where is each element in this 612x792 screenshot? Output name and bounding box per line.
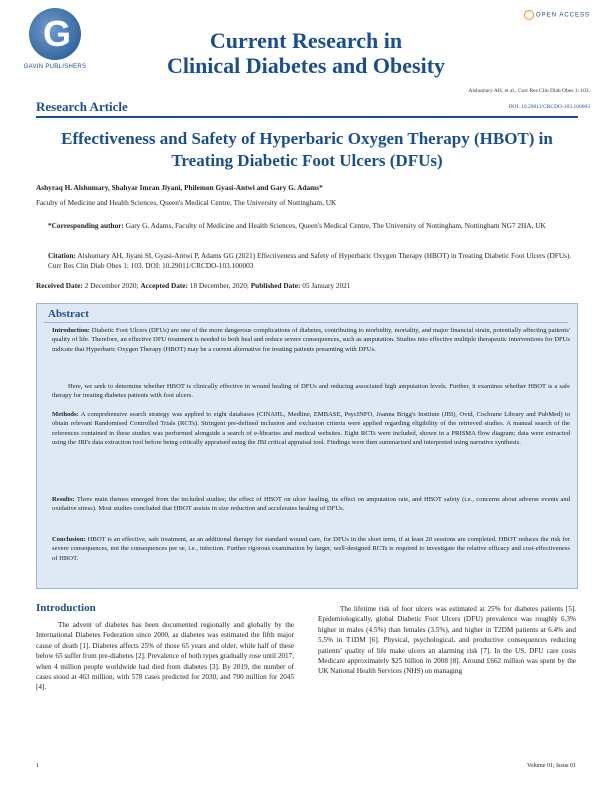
citation-label: Citation: bbox=[48, 251, 76, 260]
published-date: 05 January 2021 bbox=[300, 281, 351, 290]
volume-issue: Volume 01; Issue 01 bbox=[526, 763, 576, 769]
introduction-right-column: The lifetime risk of foot ulcers was estimated at 25% for diabetes patients [5]. Epidemiologically, global Diabetic Foot Ulcers (DFU) prevalence was roughly 6.3% higher in males (4.5%) than females (3.5%), and higher in T2DM patients at 6.4% and 5.5% in T1DM [6]. Physical, psychological, and productive consequences reducing patients' quality of life make ulcers an alarming risk [7]. In the US, DFU care costs Medicare approximately $25 billion in 2008 [8]. Around £662 million was spent by the UK National Health Services (NHS) on managing bbox=[318, 605, 576, 676]
doi-link[interactable]: DOI: 10.29011/CRCDO-103.100003 bbox=[508, 104, 590, 110]
abstract-methods bbox=[52, 410, 570, 448]
citation-block bbox=[48, 251, 578, 271]
received-date: 2 December 2020; bbox=[82, 281, 141, 290]
globe-logo-icon: G bbox=[29, 8, 81, 60]
accepted-label: Accepted Date: bbox=[140, 281, 188, 290]
abstract-conclusion-text: HBOT is an effective, safe treatment, as an additional therapy for standard wound care, for DFUs in the short term, if at least 20 sessions are completed. HBOT reduces the risk for severe consequences, not the consequences per se, i.e., infection. Further rigorous examination by larger, well-designed RCTs is required to investigate the relative efficacy and cost-effectiveness of HBOT. bbox=[52, 536, 570, 562]
article-title: Effectiveness and Safety of Hyperbaric Oxygen Therapy (HBOT) in Treating Diabetic Foot Ulcers (DFUs) bbox=[61, 129, 553, 170]
short-citation: Alshumary AH, et al., Curr Res Clin Diab Obes 1: 103. bbox=[468, 88, 590, 94]
publisher-name: GAVIN PUBLISHERS bbox=[23, 64, 87, 70]
author-list: Ashyraq H. Alshumary, Shahyar Imran Jiyani, Philemon Gyasi-Antwi and Gary G. Adams* bbox=[36, 183, 323, 192]
abstract-intro-label: Introduction: bbox=[52, 327, 90, 334]
abstract-introduction bbox=[52, 326, 570, 354]
abstract-conclusion bbox=[52, 535, 570, 563]
published-label: Published Date: bbox=[250, 281, 301, 290]
abstract-aim: Here, we seek to determine whether HBOT is clinically effective in wound healing of DFUs and reducing associated high amputation levels. Further, it examines whether HBOT is a safe therapy for treating diabetes patients with foot ulcers. bbox=[52, 383, 570, 400]
affiliation: Faculty of Medicine and Health Sciences, Queen's Medical Centre, The University of Nottingham, UK bbox=[36, 198, 337, 207]
page-number: 1 bbox=[36, 763, 39, 769]
abstract-methods-text: A comprehensive search strategy was applied to eight databases (CINAHL, Medline, EMBASE, PsycINFO, Joanna Brigg's Institute (JBI), Ovid, Cochrane Library and PubMed) to obtain relevant Randomised Controlled Trials (RCTs). Stringent pre-defined inclusion and exclusion criteria were applied regarding eligibility of the retrieved studies. A manual search of the references contained in these studies was performed alongside a search of e-libraries and medical websites. Eight RCTs were included, shown in a PRISMA flow diagram; data were extracted using the JBI's data extraction tool before being critically appraised using the JBI critical appraisal tool. Findings were then summarised and interpreted using narrative synthesis. bbox=[52, 411, 570, 447]
section-label: Research Article bbox=[36, 99, 128, 114]
received-label: Received Date: bbox=[36, 281, 83, 290]
corresponding-label: *Corresponding author: bbox=[48, 221, 124, 230]
abstract-heading: Abstract bbox=[48, 308, 89, 320]
corresponding-author bbox=[48, 221, 578, 231]
open-access-badge bbox=[522, 10, 590, 20]
citation-text: Alshumary AH, Jiyani SI, Gyasi-Antwi P, Adams GG (2021) Effectiveness and Safety of Hyperbaric Oxygen Therapy (HBOT) in Treating Diabetic Foot Ulcers (DFUs). Curr Res Clin Diab Obes 1: 103. DOI: 10.29011/CRCDO-103.100003 bbox=[48, 251, 572, 270]
open-access-label: OPEN ACCESS bbox=[535, 12, 590, 19]
abstract-divider bbox=[44, 322, 568, 323]
abstract-intro-text: Diabetic Foot Ulcers (DFUs) are one of the more dangerous complications of diabetes, contributing to morbidity, mortality, and major financial strain, potentially affecting patients' quality of life. Therefore, an effective DFU treatment is needed to both heal and reduce severe consequences, such as amputation. Studies into effective multiple therapeutic interventions for DFUs indicate that Hyperbaric Oxygen Therapy (HBOT) may be a current alternative for treating patients presenting with DFUs. bbox=[52, 327, 570, 353]
accepted-date: 18 December, 2020; bbox=[187, 281, 251, 290]
header-divider bbox=[36, 116, 578, 118]
abstract-conclusion-label: Conclusion: bbox=[52, 536, 86, 543]
journal-title-line1: Current Research in bbox=[209, 28, 403, 53]
introduction-left-column: The advent of diabetes has been documented regionally and globally by the International Diabetes Federation since 2000, as diabetes was estimated the fifth major cause of death [1]. Diabetes affects 25% of those 65 years and older, while half of these below 65 suffer from pre-diabetes [2]. Prevalence of both types gradually rose until 2017, when 4 million people worldwide had died from diabetes [3]. By 2019, the number of cases stood at 463 million, with 578 cases predicted for 2030, and 700 million for 2045 [4]. bbox=[36, 621, 294, 692]
journal-title bbox=[0, 28, 612, 78]
journal-title-line2: Clinical Diabetes and Obesity bbox=[166, 53, 446, 78]
article-dates bbox=[36, 281, 578, 291]
abstract-results-text: Three main themes emerged from the included studies; the effect of HBOT on ulcer healing, its effect on amputation rate, and HBOT safety (i.e., concerns about adverse events and oxidative stress). Most studies concluded that HBOT assists in size reduction and accelerates healing of DFUs. bbox=[52, 496, 570, 513]
open-access-lock-icon bbox=[524, 10, 534, 20]
abstract-methods-label: Methods: bbox=[52, 411, 79, 418]
abstract-results bbox=[52, 495, 570, 514]
corresponding-text: Gary G. Adams, Faculty of Medicine and Health Sciences, Queen's Medical Centre, The University of Nottingham, Nottingham NG7 2HA, UK bbox=[123, 221, 546, 230]
introduction-heading: Introduction bbox=[36, 602, 96, 614]
abstract-results-label: Results: bbox=[52, 496, 75, 503]
